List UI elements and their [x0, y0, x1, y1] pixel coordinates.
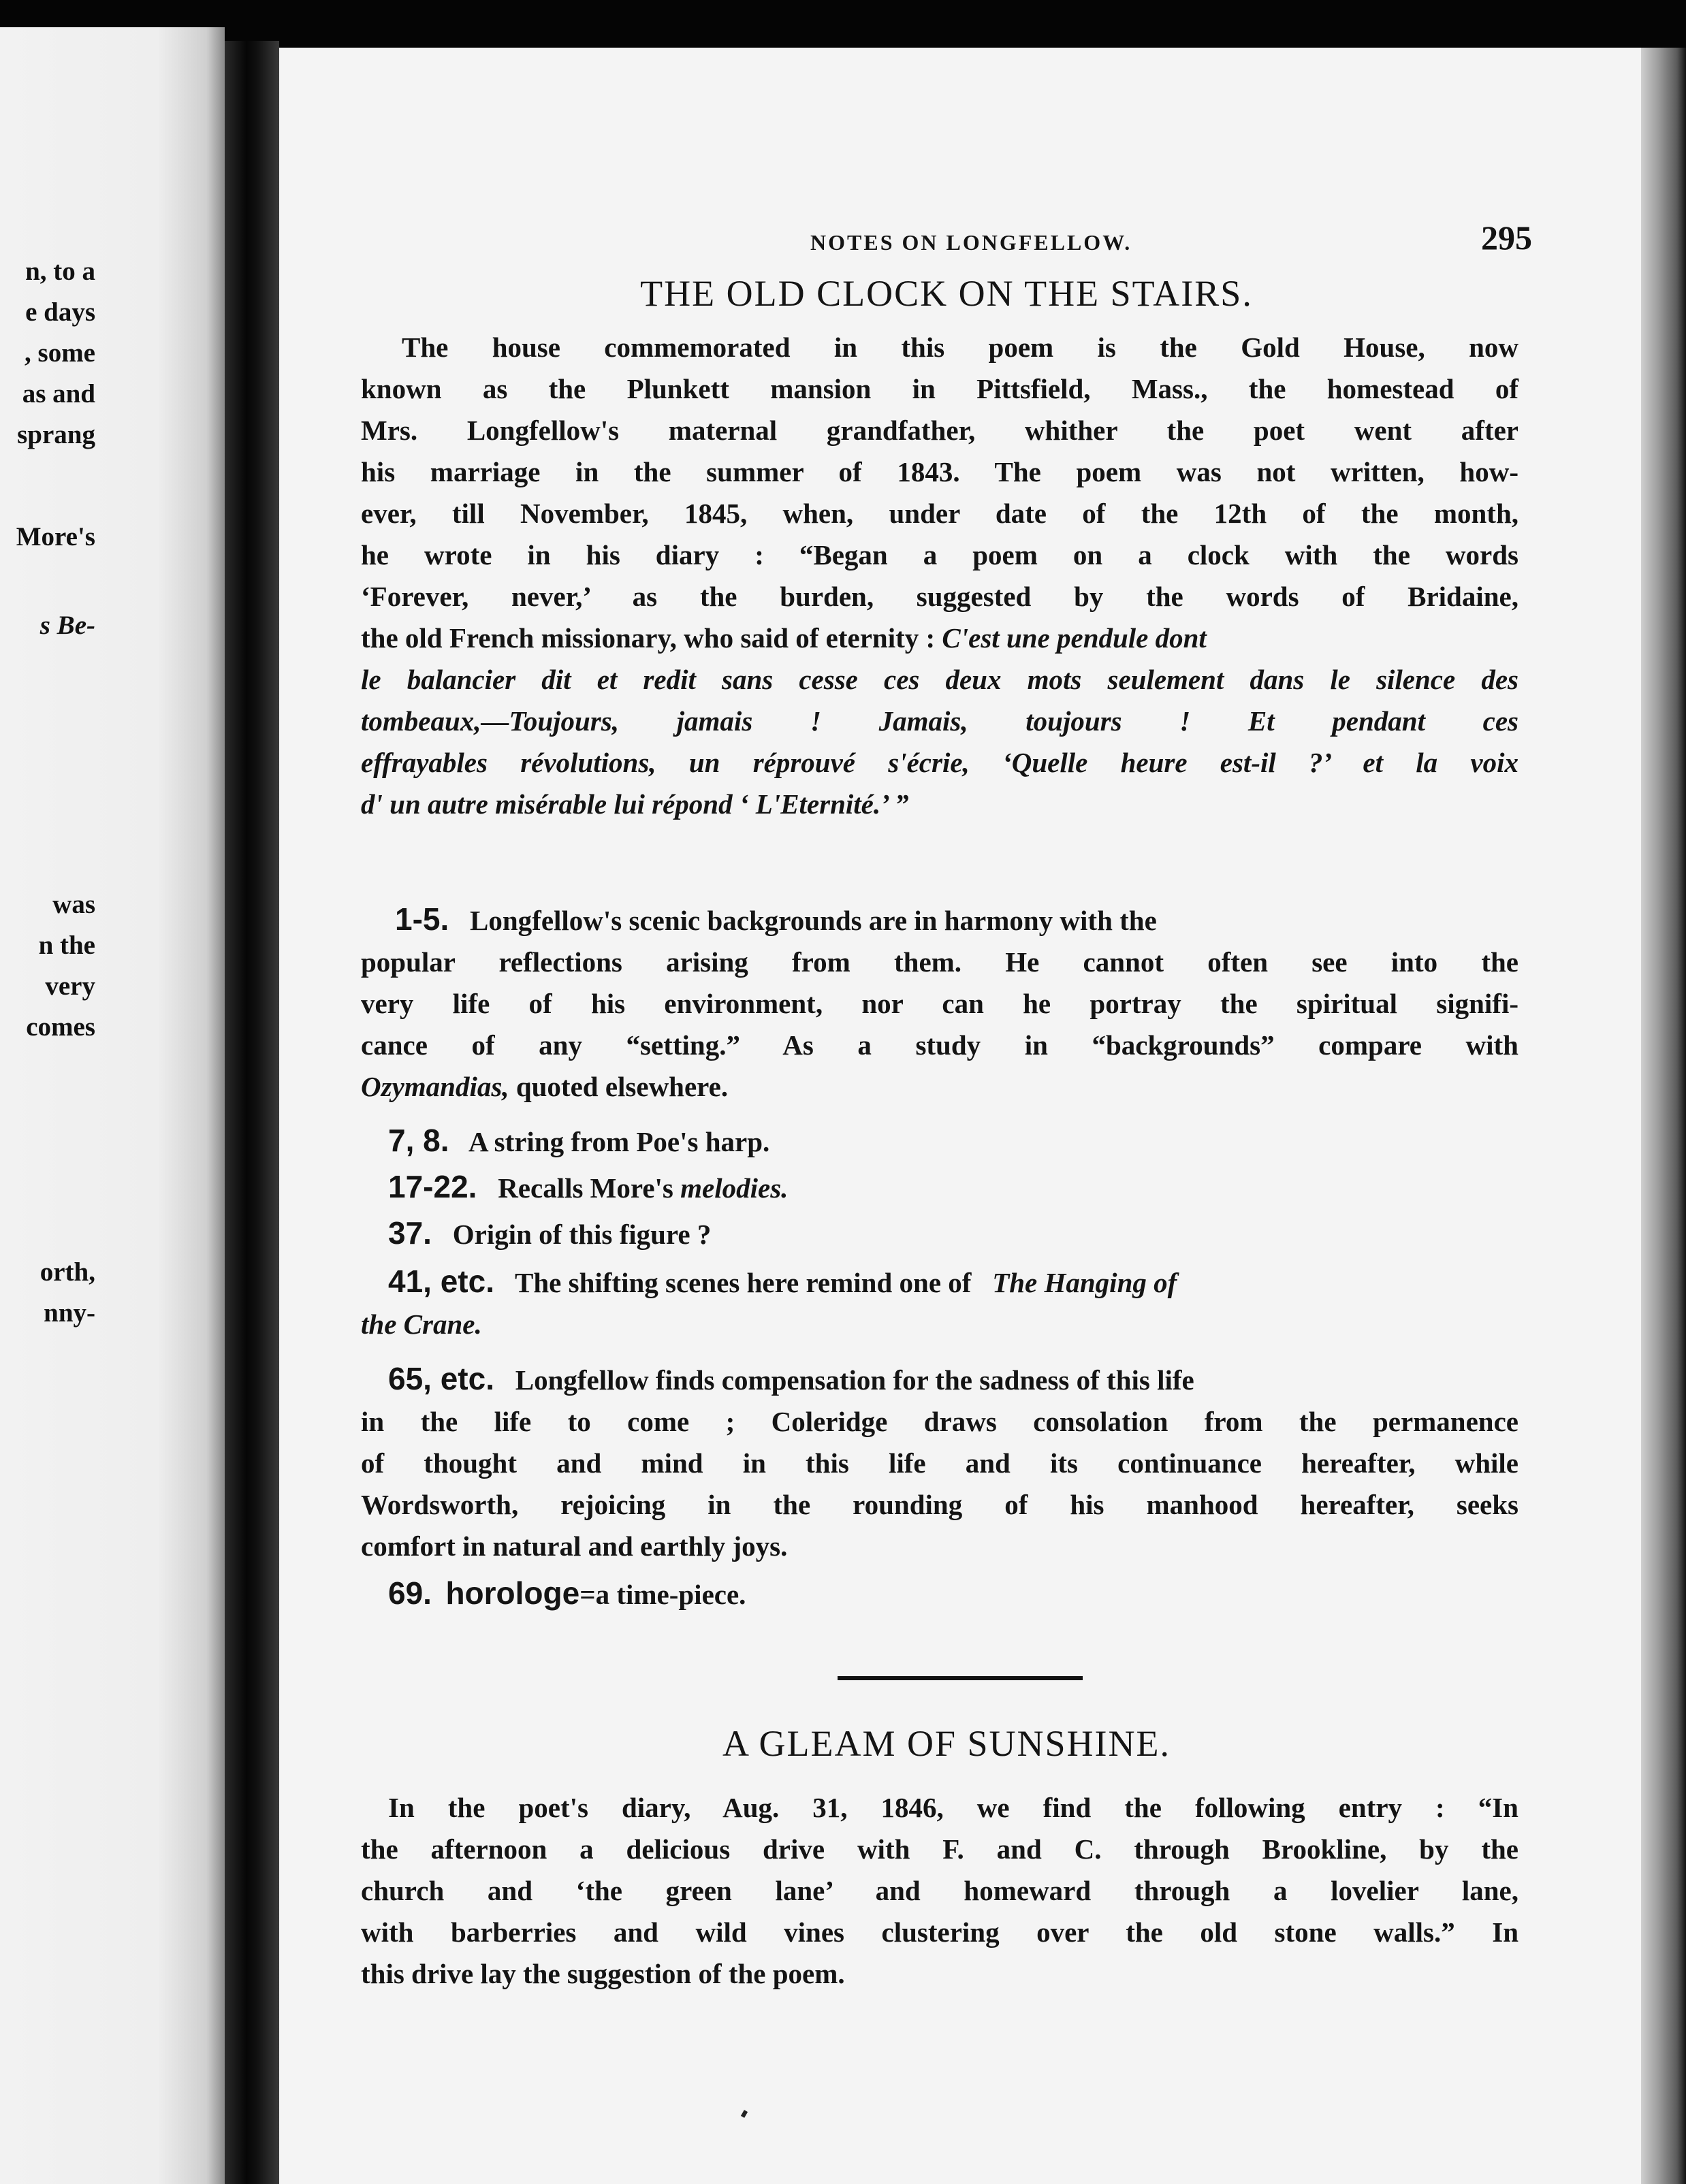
left-page-fragment: n the — [38, 931, 95, 960]
italic-title: The Hanging of — [992, 1267, 1177, 1298]
gleam-paragraph — [361, 1787, 1518, 1995]
text-line — [361, 1213, 1518, 1255]
text-line — [361, 1120, 1518, 1163]
text-run: A string from Poe's harp. — [468, 1126, 770, 1157]
note-number: 41, etc. — [388, 1264, 494, 1299]
text-run: the old French missionary, who said of eternity : — [361, 622, 936, 654]
text-line: The house commemorated in this poem is the Gold House, now — [402, 332, 1518, 363]
note-number: 37. — [388, 1215, 432, 1251]
note-1-5 — [361, 899, 1518, 1108]
left-facing-page — [0, 27, 225, 2184]
note-37 — [361, 1213, 1518, 1255]
text-line: Wordsworth, rejoicing in the rounding of his manhood hereafter, seeks — [361, 1489, 1518, 1520]
italic-title-continued: the Crane. — [361, 1308, 482, 1340]
text-line: of thought and mind in this life and its continuance hereafter, while — [361, 1447, 1518, 1479]
text-run: Longfellow's scenic backgrounds are in harmony with the — [470, 905, 1157, 936]
left-page-fragment: orth, — [39, 1257, 95, 1287]
text-line: the afternoon a delicious drive with F. and C. through Brookline, by the — [361, 1833, 1518, 1865]
text-line: church and ‘the green lane’ and homeward through a lovelier lane, — [361, 1875, 1518, 1906]
text-run: Recalls More's — [498, 1172, 681, 1204]
note-65 — [361, 1358, 1518, 1567]
note-17-22 — [361, 1166, 1518, 1209]
text-line: Mrs. Longfellow's maternal grandfather, whither the poet went after — [361, 415, 1518, 446]
text-line: known as the Plunkett mansion in Pittsfield, Mass., the homestead of — [361, 373, 1518, 404]
left-page-fragment: e days — [25, 298, 95, 327]
page-number: 295 — [1481, 219, 1532, 257]
main-page — [279, 48, 1641, 2184]
note-41 — [361, 1261, 1518, 1345]
left-page-fragment: More's — [16, 522, 95, 551]
text-line — [361, 1166, 1518, 1209]
text-line: very life of his environment, nor can he portray the spiritual signifi- — [361, 988, 1518, 1019]
text-line: this drive lay the suggestion of the poem. — [361, 1958, 845, 1989]
text-run: quoted elsewhere. — [509, 1071, 729, 1102]
text-run: Origin of this figure ? — [452, 1219, 712, 1250]
text-line: in the life to come ; Coleridge draws consolation from the permanence — [361, 1406, 1518, 1437]
section-title-old-clock: THE OLD CLOCK ON THE STAIRS. — [640, 273, 1253, 314]
left-page-fragment: comes — [26, 1012, 95, 1042]
note-number: 7, 8. — [388, 1123, 449, 1158]
running-title: NOTES ON LONGFELLOW. — [810, 230, 1132, 255]
left-page-fragment: n, to a — [25, 257, 95, 286]
intro-paragraph — [361, 327, 1518, 825]
text-line: cance of any “setting.” As a study in “backgrounds” compare with — [361, 1029, 1518, 1061]
text-line: comfort in natural and earthly joys. — [361, 1530, 788, 1562]
italic-title: Ozymandias, — [361, 1071, 509, 1102]
text-run: Longfellow finds compensation for the sadness of this life — [515, 1364, 1194, 1396]
running-header — [361, 218, 1532, 272]
note-number: 17-22. — [388, 1169, 477, 1204]
section-divider — [838, 1676, 1083, 1680]
french-quote-line: d' un autre misérable lui répond ‘ L'Eternité.’ ” — [361, 788, 909, 820]
defined-term: horologe — [445, 1575, 580, 1611]
note-number: 1-5. — [395, 901, 449, 937]
left-page-fragment: very — [45, 971, 95, 1001]
french-quote-line: effrayables révolutions, un réprouvé s'écrie, ‘Quelle heure est-il ?’ et la voix — [361, 747, 1518, 778]
text-run: =a time-piece. — [579, 1579, 746, 1610]
text-line: his marriage in the summer of 1843. The poem was not written, how- — [361, 456, 1518, 487]
text-line — [361, 1066, 1518, 1108]
note-7-8 — [361, 1120, 1518, 1163]
left-page-fragment: sprang — [17, 420, 95, 449]
text-line: In the poet's diary, Aug. 31, 1846, we find the following entry : “In — [388, 1792, 1518, 1823]
french-quote-line: le balancier dit et redit sans cesse ces deux mots seulement dans le silence des — [361, 664, 1518, 695]
note-69 — [361, 1573, 1518, 1616]
section-title-gleam: A GLEAM OF SUNSHINE. — [722, 1723, 1171, 1764]
page-edge-shadow — [1641, 48, 1686, 2184]
note-number: 65, etc. — [388, 1361, 494, 1396]
left-page-fragment: s Be- — [39, 611, 95, 640]
text-line: he wrote in his diary : “Began a poem on a clock with the words — [361, 539, 1518, 571]
text-line: ever, till November, 1845, when, under date of the 12th of the month, — [361, 498, 1518, 529]
note-number: 69. — [388, 1575, 432, 1611]
text-run: The shifting scenes here remind one of — [515, 1267, 972, 1298]
print-speck — [741, 2110, 748, 2118]
italic-word: melodies. — [680, 1172, 789, 1204]
text-line — [361, 899, 1518, 942]
french-quote-line: tombeaux,—Toujours, jamais ! Jamais, toujours ! Et pendant ces — [361, 705, 1518, 737]
left-page-fragment: as and — [22, 379, 95, 408]
book-gutter — [225, 41, 279, 2184]
text-line — [361, 617, 1518, 659]
text-line: popular reflections arising from them. He cannot often see into the — [361, 946, 1518, 978]
text-line: ‘Forever, never,’ as the burden, suggested by the words of Bridaine, — [361, 581, 1518, 612]
left-page-fragment: , some — [25, 338, 95, 368]
french-quote-start: C'est une pendule dont — [942, 622, 1207, 654]
text-line — [361, 1261, 1518, 1304]
left-page-fragment: was — [52, 890, 95, 919]
text-line: with barberries and wild vines clustering over the old stone walls.” In — [361, 1916, 1518, 1948]
left-page-fragment: nny- — [44, 1298, 95, 1328]
text-line — [361, 1573, 1518, 1616]
text-line — [361, 1358, 1518, 1401]
